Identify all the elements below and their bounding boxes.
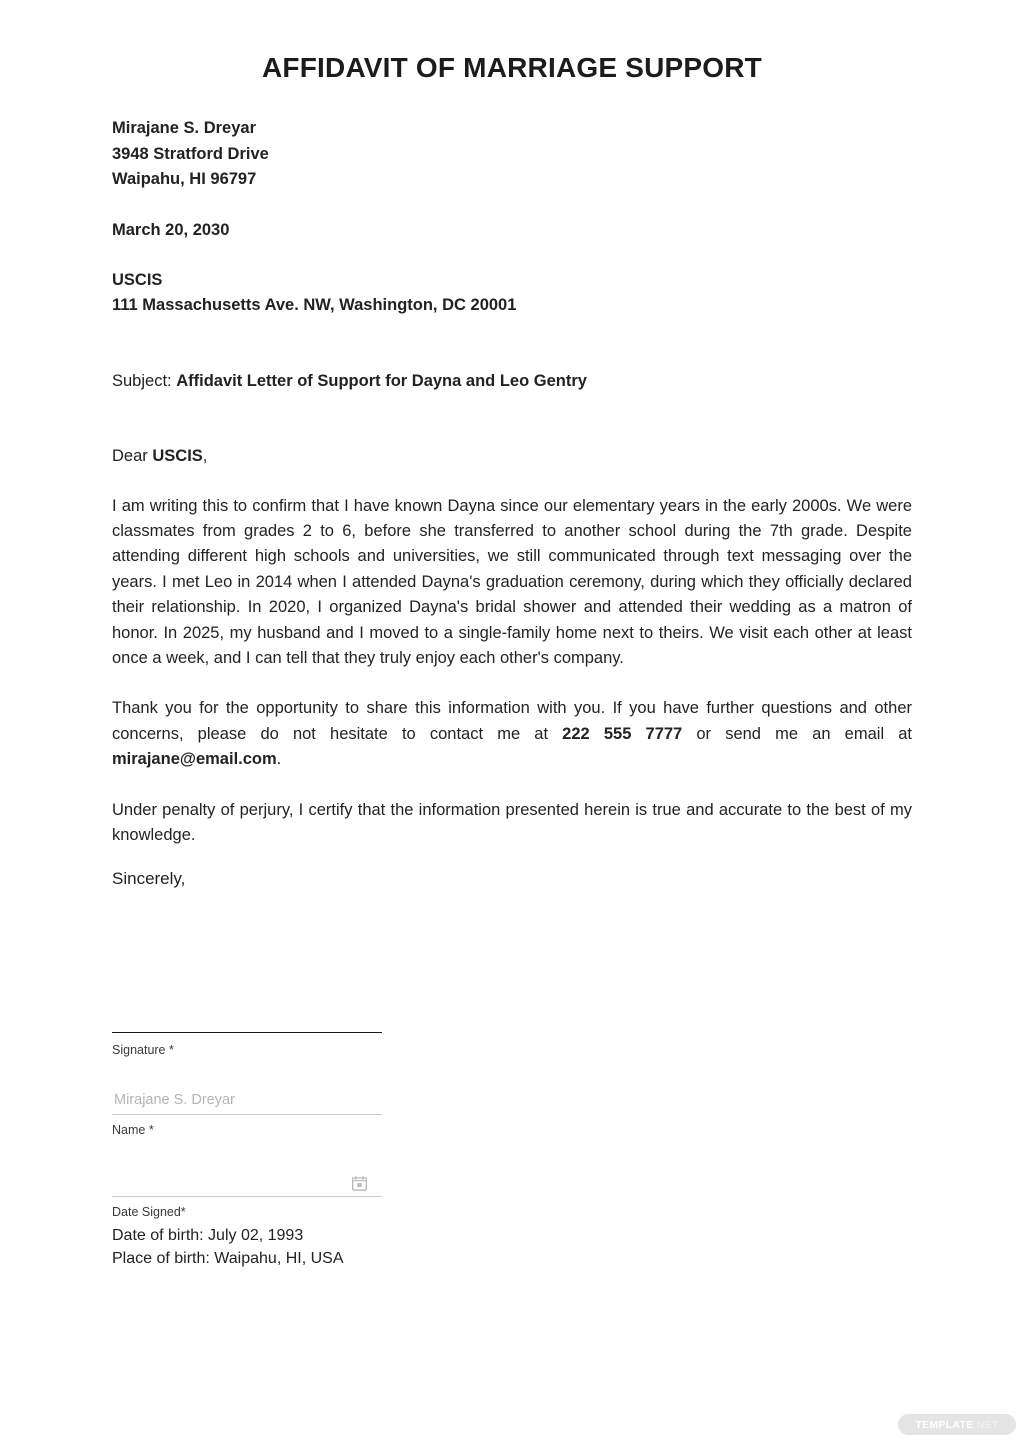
name-field[interactable]: [112, 1050, 382, 1137]
signature-field[interactable]: [112, 890, 382, 1057]
spacer: [112, 243, 912, 268]
contact-email: mirajane@email.com: [112, 750, 277, 769]
name-rule: [112, 1114, 382, 1115]
birth-details: [112, 1224, 612, 1270]
date-of-birth: Date of birth: July 02, 1993: [112, 1227, 304, 1244]
page-title: AFFIDAVIT OF MARRIAGE SUPPORT: [262, 52, 762, 83]
sender-name: Mirajane S. Dreyar: [112, 119, 256, 137]
letter-body: [112, 116, 912, 848]
signature-section: [112, 868, 612, 1270]
signature-label: Signature *: [112, 1043, 174, 1057]
paragraph-2-text-middle: or send me an email at: [682, 724, 913, 743]
paragraph-2-text-start: Thank you for the opportunity to share this information with you. If you have further questions and other concerns, please do not hesitate to contact me at: [112, 699, 912, 743]
body-paragraph-3: Under penalty of perjury, I certify that the information presented herein is true and accurate to the best of my knowledge.: [112, 800, 912, 844]
salutation-prefix: Dear: [112, 446, 153, 465]
spacer: [112, 193, 912, 218]
spacer: [112, 773, 912, 798]
recipient-address: 111 Massachusetts Ave. NW, Washington, DC 20001: [112, 296, 517, 314]
name-input-placeholder[interactable]: Mirajane S. Dreyar: [114, 1092, 235, 1108]
template-watermark: [898, 1414, 1016, 1435]
spacer: [112, 319, 912, 369]
watermark-suffix: .NET: [973, 1418, 999, 1431]
date-signed-field[interactable]: [112, 1128, 382, 1219]
date-signed-label: Date Signed*: [112, 1205, 186, 1219]
signature-rule: [112, 1032, 382, 1033]
salutation-suffix: ,: [202, 446, 208, 465]
name-label: Name *: [112, 1123, 154, 1137]
salutation-name: USCIS: [152, 446, 203, 465]
body-paragraph-2: [112, 696, 912, 772]
sender-city-state-zip: Waipahu, HI 96797: [112, 170, 257, 188]
subject-line: [112, 369, 912, 394]
sender-block: [112, 116, 912, 193]
paragraph-2-text-end: .: [276, 750, 282, 769]
watermark-brand: TEMPLATE: [915, 1418, 974, 1431]
sender-street: 3948 Stratford Drive: [112, 144, 269, 163]
subject-value: Affidavit Letter of Support for Dayna and Leo Gentry: [176, 371, 587, 390]
body-paragraph-1: I am writing this to confirm that I have known Dayna since our elementary years in the early 2000s. We were classmates from grades 2 to 6, before she transferred to another school during the 7th grade. Despite attending different high schools and universities, we still communicated through text messaging over the years. I met Leo in 2014 when I attended Dayna's graduation ceremony, during which they officially declared their relationship. In 2020, I organized Dayna's bridal shower and attended their wedding as a matron of honor. In 2025, my husband and I moved to a single-family home next to theirs. We visit each other at least once a week, and I can tell that they truly enjoy each other's company.: [112, 496, 912, 667]
spacer: [112, 394, 912, 444]
calendar-icon[interactable]: [352, 1176, 367, 1191]
date-signed-rule: [112, 1196, 382, 1197]
spacer: [112, 671, 912, 696]
contact-phone: 222 555 7777: [562, 724, 683, 743]
salutation: [112, 444, 912, 469]
subject-label: Subject:: [112, 371, 177, 390]
spacer: [112, 469, 912, 494]
recipient-organization: USCIS: [112, 270, 163, 289]
recipient-block: [112, 268, 912, 319]
place-of-birth: Place of birth: Waipahu, HI, USA: [112, 1250, 344, 1267]
closing-salutation: Sincerely,: [112, 869, 186, 888]
letter-date: March 20, 2030: [112, 220, 230, 239]
